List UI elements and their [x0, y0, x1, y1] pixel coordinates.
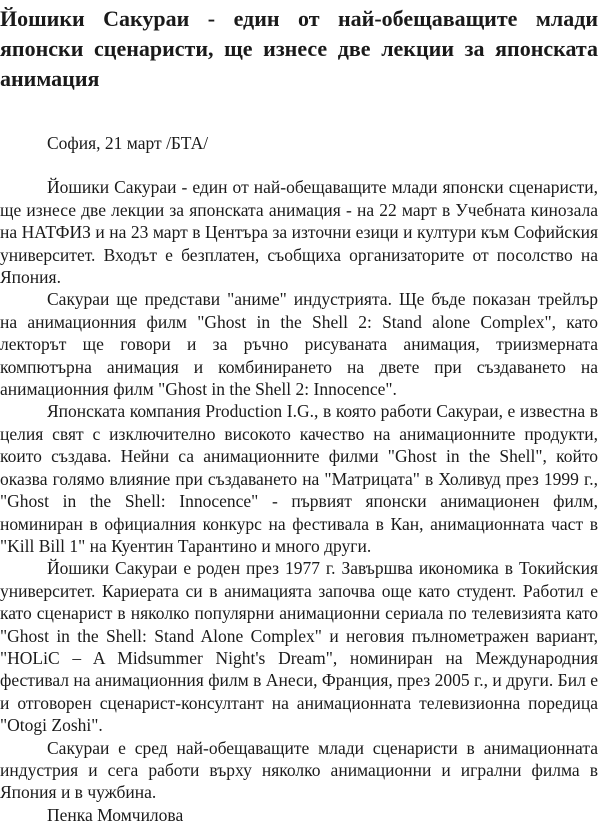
paragraph: Японската компания Production I.G., в която работи Сакураи, е известна в целия свят с изключително високото качество на анимационните продукти, които създава. Нейни са анимационните филми "Ghost in the Shell", който оказва голямо влияние при създаването на "Матрицата" в Холивуд през 1999 г., "Ghost in the Shell: Innocence" - първият японски анимационен филм, номиниран в официалния конкурс на фестивала в Кан, анимационната част в "Kill Bill 1" на Куентин Тарантино и много други. [0, 401, 598, 556]
paragraph: Сакураи е сред най-обещаващите млади сценаристи в анимационната индустрия и сега работи върху няколко анимационни и игрални филма в Япония и в чужбина. [0, 737, 598, 803]
paragraph: Сакураи ще представи "аниме" индустрията. Ще бъде показан трейлър на анимационния филм "Ghost in the Shell 2: Stand alone Complex", като лекторът ще говори и за ръчно рисуваната анимация, триизмерната компютърна анимация и комбинирането на двете при създаването на анимационния филм "Ghost in the Shell 2: Innocence". [0, 289, 598, 400]
dateline: София, 21 март /БТА/ [47, 133, 209, 153]
paragraph: Йошики Сакураи - един от най-обещаващите млади японски сценаристи, ще изнесе две лекции за японската анимация - на 22 март в Учебната кинозала на НАТФИЗ и на 23 март в Центъра за източни езици и култури към Софийския университет. Входът е безплатен, съобщиха организаторите от посолство на Япония. [0, 177, 598, 288]
author-signature: Пенка Момчилова [47, 804, 184, 825]
paragraph: Йошики Сакураи е роден през 1977 г. Завършва икономика в Токийския университет. Кариерата си в анимацията започва още като студент. Работил е като сценарист в няколко популярни анимационни сериала по телевизията като "Ghost in the Shell: Stand Alone Complex" и неговия пълнометражен вариант, "HOLiC – A Midsummer Night's Dream", номиниран на Международния фестивал на анимационния филм в Анеси, Франция, през 2005 г., и други. Бил е и отговорен сценарист-консултант на анимационната телевизионна поредица "Otogi Zoshi". [0, 558, 598, 736]
article-title: Йошики Сакураи - един от най-обещаващите млади японски сценаристи, ще изнесе две лекции за японската анимация [0, 6, 598, 91]
article-body [0, 176, 598, 826]
